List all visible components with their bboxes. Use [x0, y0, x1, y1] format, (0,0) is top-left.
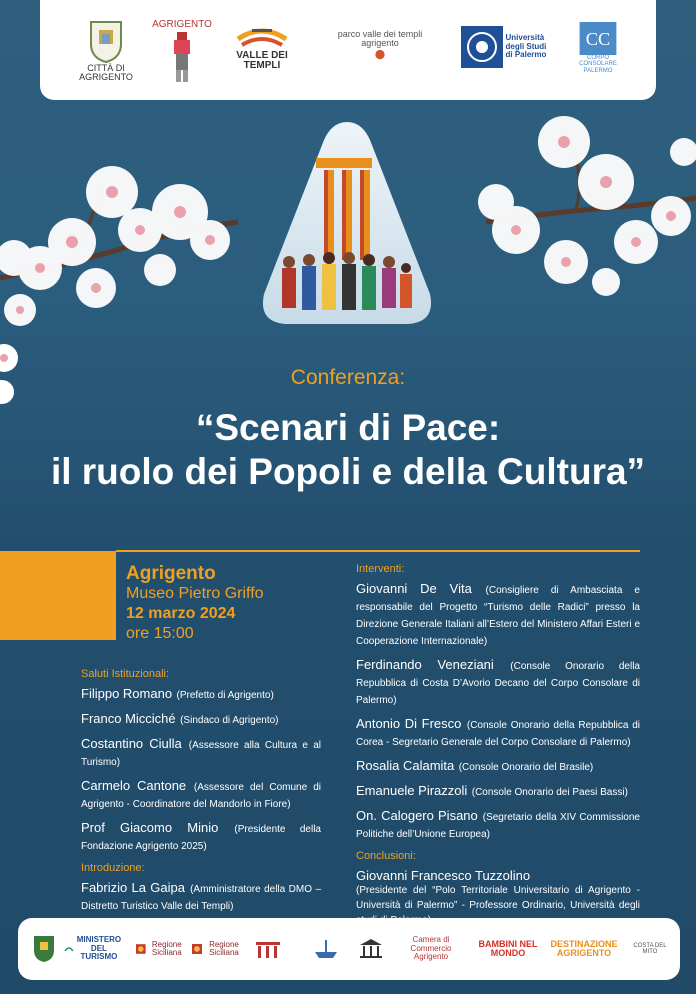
corpo-consolare-logo	[568, 22, 628, 74]
destinazione-agrigento-logo	[548, 932, 620, 966]
speaker-name: Ferdinando Veneziani	[356, 657, 494, 672]
speaker-role: (Prefetto di Agrigento)	[176, 690, 274, 701]
speaker-entry	[356, 716, 640, 750]
speaker-name: Prof Giacomo Minio	[81, 820, 219, 835]
camera-commercio-logo	[396, 932, 466, 966]
speaker-entry	[356, 758, 640, 775]
regione-siciliana-logo-2	[192, 932, 246, 966]
city-of-agrigento-logo	[76, 14, 136, 86]
parco-valle-templi-logo	[320, 30, 440, 60]
province-crest-logo	[30, 932, 58, 966]
speaker-name: Filippo Romano	[81, 686, 173, 701]
svg-text:CC: CC	[585, 28, 611, 49]
regione-logo-text-1: Regione Siciliana	[151, 939, 182, 957]
regione-logo-text-2: Regione Siciliana	[209, 939, 239, 957]
speaker-role: (Segretario della XIV Commissione Politiche dell’Unione Europea)	[356, 812, 640, 840]
museum-building-icon	[254, 938, 282, 960]
crest-icon	[32, 934, 56, 964]
left-program-column	[81, 668, 321, 922]
speaker-entry	[356, 783, 640, 800]
costa-del-mito-logo	[628, 932, 672, 966]
speaker-role: (Assessore alla Cultura e al Turismo)	[81, 740, 321, 768]
speaker-role: (Presidente del “Polo Territoriale Universitario di Agrigento - Università di Palermo” - Professore Ordinario, Università degli	[356, 885, 640, 911]
consular-mark-icon	[578, 22, 618, 55]
speaker-name: Carmelo Cantone	[81, 778, 187, 793]
ministero-logo-text: MINISTERO DEL TURISMO	[76, 935, 122, 962]
conference-label: Conferenza:	[290, 366, 406, 389]
speaker-name: Franco Micciché	[81, 711, 176, 726]
bambini-nel-mondo-logo	[478, 932, 538, 966]
speaker-role: (Console Onorario della Repubblica di Costa D’Avorio Decano del Corpo Consolare di Palermo)	[356, 661, 640, 706]
speaker-name: On. Calogero Pisano	[356, 808, 478, 823]
speaker-role: (Console Onorario del Brasile)	[458, 762, 594, 773]
event-time: ore 15:00	[126, 625, 194, 642]
event-city: Agrigento	[126, 563, 216, 584]
museum-logo	[250, 932, 286, 966]
agrigento-logo	[154, 14, 210, 90]
speaker-role: (Presidente della Fondazione Agrigento 2025)	[81, 824, 321, 852]
university-logo-text: Università degli Studi di Palermo	[505, 33, 547, 60]
ship-icon	[311, 938, 341, 960]
orange-divider-line	[116, 550, 640, 552]
speaker-role: (Sindaco di Agrigento)	[180, 715, 279, 726]
agrigento-logo-text: AGRIGENTO	[152, 18, 212, 30]
event-venue: Museo Pietro Griffo	[126, 585, 264, 602]
left-almond-blossom-branch	[0, 150, 240, 340]
costa-logo-text: COSTA DEL MITO	[633, 942, 667, 955]
orange-accent-block	[0, 551, 116, 640]
speaker-name: Costantino Ciulla	[81, 736, 182, 751]
valle-dei-templi-logo	[226, 20, 298, 76]
speaker-role: (Assessore del Comune di Agrigento - Coordinatore del Mandorlo in Fiore)	[81, 782, 322, 810]
speaker-entry	[81, 686, 321, 703]
speaker-name: Giovanni De Vita	[356, 581, 472, 596]
conference-title-line-2: il ruolo dei Popoli e della Cultura”	[50, 451, 646, 492]
temple-and-people-emblem	[258, 118, 436, 328]
city-logo-text: CITTÀ DI AGRIGENTO	[79, 62, 133, 82]
speaker-entry	[81, 778, 321, 812]
speaker-name: Emanuele Pirazzoli	[356, 783, 468, 798]
unesco-temple-icon	[358, 937, 384, 961]
speaker-entry	[356, 581, 640, 649]
speaker-role: (Console Onorario della Repubblica di Corea - Segretario Generale del Corpo Consolare di Palermo)	[356, 720, 640, 748]
conference-title-line-1: “Scenari di Pace:	[195, 407, 501, 448]
conclusioni-heading: Conclusioni:	[356, 850, 416, 862]
tourism-wave-icon	[64, 939, 74, 959]
consortium-logo	[300, 932, 352, 966]
speaker-entry	[356, 808, 640, 842]
temple-icon	[232, 25, 292, 51]
speaker-name: Giovanni Francesco Tuzzolino	[356, 868, 531, 883]
speaker-name: Rosalia Calamita	[356, 758, 455, 773]
regione-siciliana-logo-1	[136, 932, 188, 966]
interventi-heading: Interventi:	[356, 563, 405, 575]
coat-of-arms-icon	[86, 18, 126, 64]
speaker-role: (Console Onorario dei Paesi Bassi)	[471, 787, 628, 798]
valle-logo-text: VALLE DEI TEMPLI	[236, 49, 288, 71]
parco-mark-icon	[370, 49, 390, 60]
speaker-entry	[356, 657, 640, 708]
university-seal-icon	[461, 26, 503, 68]
bambini-logo-text: BAMBINI NEL MONDO	[478, 938, 538, 958]
right-almond-blossom-branch	[456, 112, 696, 312]
destinazione-logo-text: DESTINAZIONE AGRIGENTO	[550, 938, 618, 958]
conference-title	[0, 406, 696, 494]
speaker-entry	[81, 880, 321, 914]
ministero-turismo-logo	[64, 932, 124, 966]
parco-logo-text: parco valle dei templi agrigento	[337, 29, 423, 49]
saluti-heading: Saluti Istituzionali:	[81, 668, 170, 680]
speaker-name: Fabrizio La Gaipa	[81, 880, 185, 895]
header-logo-bar	[40, 0, 656, 100]
camera-logo-text: Camera di Commercio Agrigento	[410, 935, 452, 962]
introduzione-heading: Introduzione:	[81, 862, 145, 874]
trinacria-icon	[192, 942, 202, 956]
speaker-role: (Amministratore della DMO – Distretto Turistico Valle dei Templi)	[81, 884, 321, 912]
right-program-column	[356, 563, 640, 936]
speaker-role: (Consigliere di Ambasciata e responsabile del Progetto “Turismo delle Radici” presso la Direzione Generale Italiani all’Estero del Ministero Affari Esteri e Cooperazione Internazionale)	[356, 585, 640, 647]
speaker-entry	[81, 711, 321, 728]
speaker-entry	[81, 820, 321, 854]
speaker-entry	[81, 736, 321, 770]
speaker-name: Antonio Di Fresco	[356, 716, 462, 731]
telamon-statue-icon	[167, 30, 197, 84]
university-palermo-logo	[460, 22, 556, 72]
event-date: 12 marzo 2024	[126, 605, 236, 622]
trinacria-icon	[136, 942, 146, 956]
footer-logo-bar	[18, 918, 680, 980]
unesco-logo	[356, 932, 386, 966]
consolare-logo-text: CORPO CONSOLARE PALERMO	[579, 55, 617, 74]
event-details	[126, 564, 264, 644]
